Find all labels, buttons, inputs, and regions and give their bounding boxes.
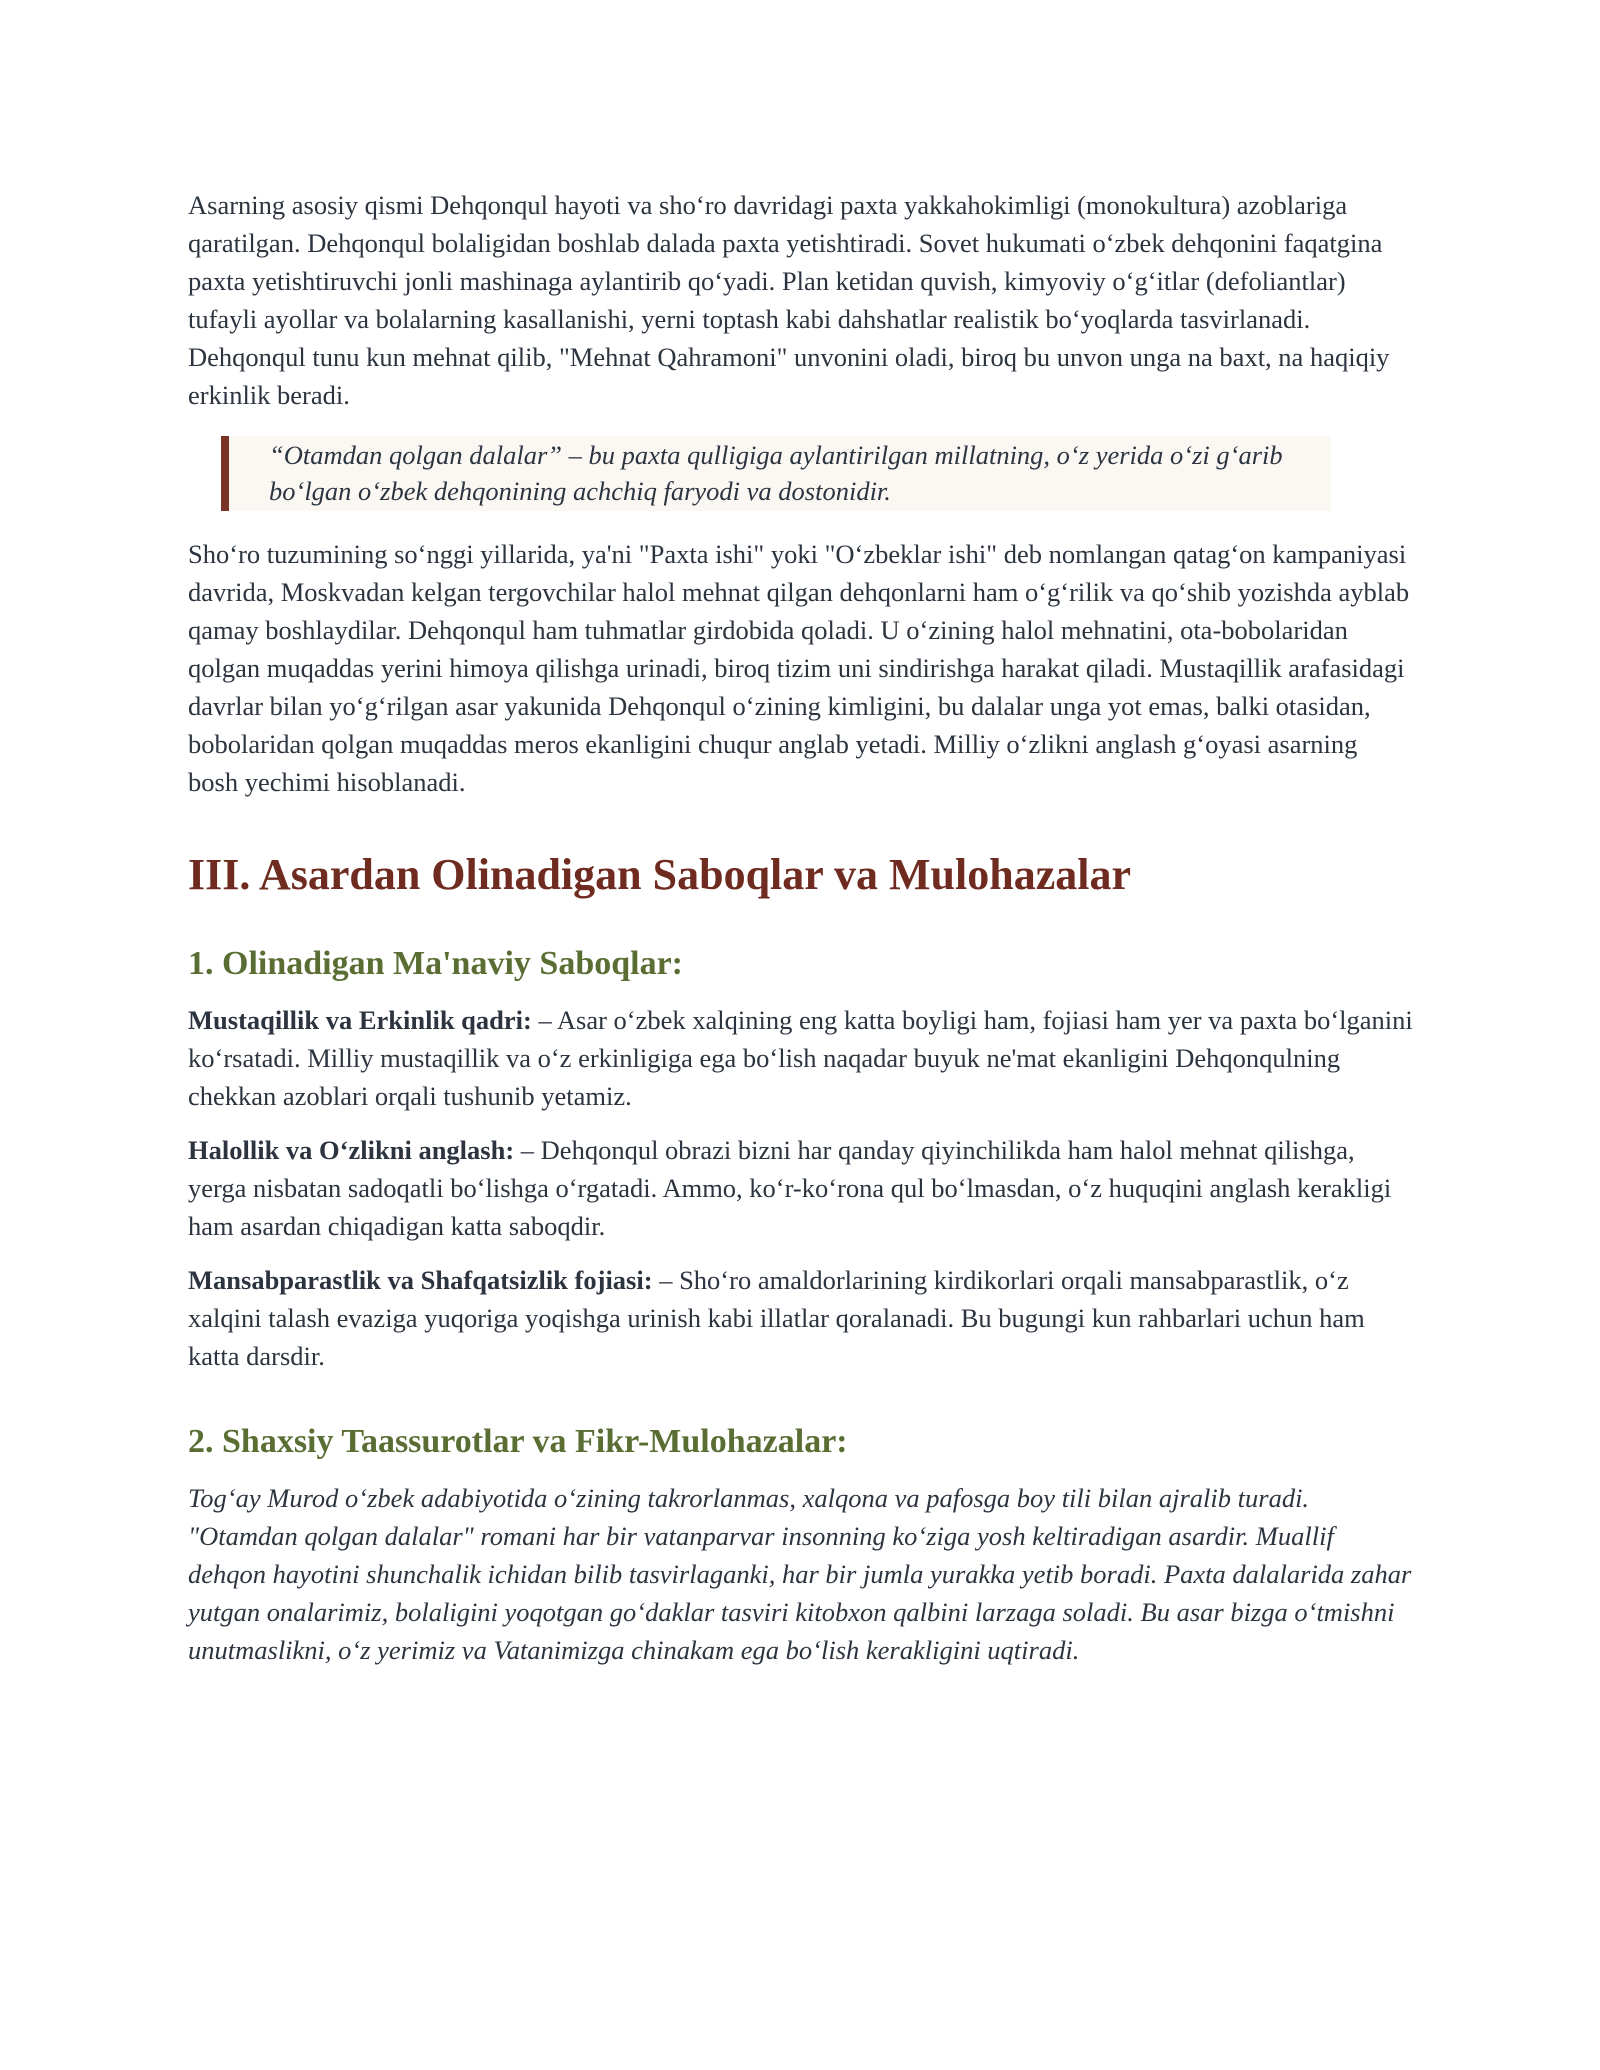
pull-quote	[221, 436, 1331, 511]
lesson-title: Mustaqillik va Erkinlik qadri:	[188, 1005, 532, 1035]
lesson-title: Halollik va O‘zlikni anglash:	[188, 1135, 515, 1165]
intro-paragraph: Asarning asosiy qismi Dehqonqul hayoti va sho‘ro davridagi paxta yakkahokimligi (monokultura) azoblariga qaratilgan. Dehqonqul bolaligidan boshlab dalada paxta yetishtiradi. Sovet hukumati o‘zbek dehqonini faqatgina paxta yetishtiruvchi jonli mashinaga aylantirib qo‘yadi. Plan ketidan quvish, kimyoviy o‘g‘itlar (defoliantlar) tufayli ayollar va bolalarning kasallanishi, yerni toptash kabi dahshatlar realistik bo‘yoqlarda tasvirlanadi. Dehqonqul tunu kun mehnat qilib, "Mehnat Qahramoni" unvonini oladi, biroq bu unvon unga na baxt, na haqiqiy erkinlik beradi.	[188, 190, 1390, 410]
lesson-item	[188, 1131, 1413, 1245]
impressions-paragraph: Tog‘ay Murod o‘zbek adabiyotida o‘zining takrorlanmas, xalqona va pafosga boy tili bilan ajralib turadi. "Otamdan qolgan dalalar" romani har bir vatanparvar insonning ko‘ziga yosh keltiradigan asardir. Muallif dehqon hayotini shunchalik ichidan bilib tasvirlaganki, har bir jumla yurakka yetib boradi. Paxta dalalarida zahar yutgan onalarimiz, bolaligini yoqotgan go‘daklar tasviri kitobxon qalbini larzaga soladi. Bu asar bizga o‘tmishni unutmaslikni, o‘z yerimiz va Vatanimizga chinakam ega bo‘lish kerakligini uqtiradi.	[188, 1483, 1412, 1665]
document-page	[188, 186, 1413, 1669]
pull-quote-text: “Otamdan qolgan dalalar” – bu paxta qulligiga aylantirilgan millatning, o‘z yerida o‘zi g‘arib bo‘lgan o‘zbek dehqonining achchiq faryodi va dostonidir.	[269, 440, 1283, 506]
lesson-text: – Dehqonqul obrazi bizni har qanday qiyinchilikda ham halol mehnat qilishga, yerga nisbatan sadoqatli bo‘lishga o‘rgatadi. Ammo, ko‘r-ko‘rona qul bo‘lmasdan, o‘z huquqini anglash kerakligi ham asardan chiqadigan katta saboqdir.	[188, 1135, 1392, 1241]
subsection-heading-lessons: 1. Olinadigan Ma'naviy Saboqlar:	[188, 945, 683, 982]
lesson-item	[188, 1001, 1413, 1115]
lesson-text: – Asar o‘zbek xalqining eng katta boyligi ham, fojiasi ham yer va paxta bo‘lganini ko‘rsatadi. Milliy mustaqillik va o‘z erkinligiga ega bo‘lish naqadar buyuk ne'mat ekanligini Dehqonqulning chekkan azoblari orqali tushunib yetamiz.	[188, 1005, 1413, 1111]
section-heading: III. Asardan Olinadigan Saboqlar va Mulohazalar	[188, 850, 1131, 899]
subsection-heading-impressions: 2. Shaxsiy Taassurotlar va Fikr-Mulohazalar:	[188, 1423, 848, 1460]
second-paragraph: Sho‘ro tuzumining so‘nggi yillarida, ya'ni "Paxta ishi" yoki "O‘zbeklar ishi" deb nomlangan qatag‘on kampaniyasi davrida, Moskvadan kelgan tergovchilar halol mehnat qilgan dehqonlarni ham o‘g‘rilik va qo‘shib yozishda ayblab qamay boshlaydilar. Dehqonqul ham tuhmatlar girdobida qoladi. U o‘zining halol mehnatini, ota-bobolaridan qolgan muqaddas yerini himoya qilishga urinadi, biroq tizim uni sindirishga harakat qiladi. Mustaqillik arafasidagi davrlar bilan yo‘g‘rilgan asar yakunida Dehqonqul o‘zining kimligini, bu dalalar unga yot emas, balki otasidan, bobolaridan qolgan muqaddas meros ekanligini chuqur anglab yetadi. Milliy o‘zlikni anglash g‘oyasi asarning bosh yechimi hisoblanadi.	[188, 539, 1410, 797]
lesson-text: – Sho‘ro amaldorlarining kirdikorlari orqali mansabparastlik, o‘z xalqini talash evaziga yuqoriga yoqishga urinish kabi illatlar qoralanadi. Bu bugungi kun rahbarlari uchun ham katta darsdir.	[188, 1265, 1365, 1371]
lesson-item	[188, 1261, 1413, 1375]
lesson-title: Mansabparastlik va Shafqatsizlik fojiasi:	[188, 1265, 653, 1295]
